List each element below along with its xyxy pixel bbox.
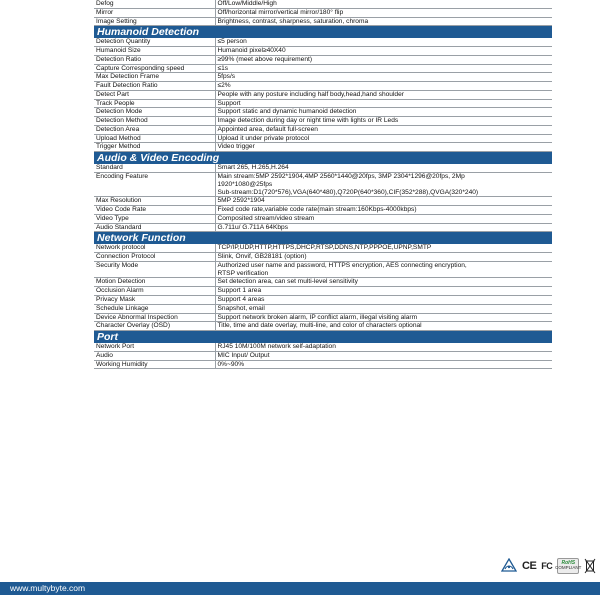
spec-row	[94, 214, 552, 223]
spec-table-body	[94, 0, 552, 369]
spec-key: Encoding Feature	[94, 173, 215, 197]
spec-row	[94, 108, 552, 117]
spec-key: Network protocol	[94, 244, 215, 252]
footer-website: www.multybyte.com	[10, 583, 86, 593]
spec-row	[94, 253, 552, 262]
spec-value: Smart 265, H.265,H.264	[215, 164, 552, 172]
spec-value: TCP/IP,UDP,HTTP,HTTPS,DHCP,RTSP,DDNS,NTP,PPPOE,UPNP,SMTP	[215, 244, 552, 252]
spec-row	[94, 55, 552, 64]
spec-row	[94, 223, 552, 232]
spec-key: Connection Protocol	[94, 253, 215, 262]
spec-value: Slink, Onvif, GB28181 (option)	[215, 253, 552, 262]
spec-value: Support network broken alarm, IP conflict alarm, illegal visiting alarm	[215, 313, 552, 322]
spec-value: Upload it under private protocol	[215, 134, 552, 143]
spec-row	[94, 82, 552, 91]
spec-value: MIC Input/ Output	[215, 351, 552, 360]
section-header-row	[94, 232, 552, 245]
spec-row	[94, 287, 552, 296]
spec-row	[94, 206, 552, 215]
rohs-sub-label: COMPLIANT	[555, 565, 582, 571]
spec-value: People with any posture including half body,head,hand shoulder	[215, 90, 552, 99]
spec-row	[94, 360, 552, 369]
spec-key: Fault Detection Ratio	[94, 82, 215, 91]
section-title: Humanoid Detection	[94, 26, 552, 39]
spec-key: Video Type	[94, 214, 215, 223]
spec-key: Working Humidity	[94, 360, 215, 369]
spec-value: 5MP 2592*1904	[215, 197, 552, 206]
spec-key: Image Setting	[94, 17, 215, 26]
section-title: Network Function	[94, 232, 552, 245]
spec-value: Set detection area, can set multi-level sensitivity	[215, 278, 552, 287]
fcc-mark: FC	[541, 561, 553, 571]
spec-value: Support static and dynamic humanoid detection	[215, 108, 552, 117]
spec-row	[94, 8, 552, 17]
spec-row	[94, 73, 552, 82]
spec-row	[94, 313, 552, 322]
spec-value: Appointed area, default full-screen	[215, 125, 552, 134]
spec-row	[94, 38, 552, 46]
spec-key: Detection Ratio	[94, 55, 215, 64]
spec-row	[94, 134, 552, 143]
spec-key: Video Code Rate	[94, 206, 215, 215]
spec-key: Upload Method	[94, 134, 215, 143]
spec-key: Network Port	[94, 343, 215, 351]
spec-key: Motion Detection	[94, 278, 215, 287]
spec-value: ≥99% (meet above requirement)	[215, 55, 552, 64]
spec-value: Support 4 areas	[215, 295, 552, 304]
quality-mark-icon	[501, 558, 517, 574]
section-header-row	[94, 331, 552, 344]
spec-key: Detection Area	[94, 125, 215, 134]
spec-value: Off/Low/Middle/High	[215, 0, 552, 8]
spec-row	[94, 261, 552, 278]
spec-row	[94, 304, 552, 313]
spec-key: Audio Standard	[94, 223, 215, 232]
spec-key: Detect Part	[94, 90, 215, 99]
footer-bar	[0, 582, 600, 595]
spec-value: Main stream:5MP 2592*1904,4MP 2560*1440@20fps, 3MP 2304*1296@20fps, 2Mp 1920*1080@25fps Sub-stream:D1(720*576),VGA(640*480),Q720P(640*360),CIF(352*288),QVGA(320*240)	[215, 173, 552, 197]
spec-key: Max Resolution	[94, 197, 215, 206]
spec-row	[94, 99, 552, 108]
spec-row	[94, 0, 552, 8]
spec-row	[94, 343, 552, 351]
spec-row	[94, 244, 552, 252]
spec-value: ≤5 person	[215, 38, 552, 46]
spec-key: Defog	[94, 0, 215, 8]
spec-value: Humanoid pixel≥40X40	[215, 47, 552, 56]
spec-row	[94, 197, 552, 206]
spec-key: Track People	[94, 99, 215, 108]
spec-value: Authorized user name and password, HTTPS encryption, AES connecting encryption, RTSP verification	[215, 261, 552, 278]
spec-value: ≤1s	[215, 64, 552, 73]
spec-key: Trigger Method	[94, 143, 215, 152]
spec-value: ≤2%	[215, 82, 552, 91]
spec-key: Device Abnormal Inspection	[94, 313, 215, 322]
spec-key: Privacy Mask	[94, 295, 215, 304]
spec-value: Title, time and date overlay, multi-line, and color of characters optional	[215, 322, 552, 331]
spec-row	[94, 125, 552, 134]
certification-marks	[501, 557, 596, 575]
spec-row	[94, 322, 552, 331]
ce-mark: CE	[522, 560, 537, 572]
spec-key: Occlusion Alarm	[94, 287, 215, 296]
spec-value: Snapshot, email	[215, 304, 552, 313]
spec-key: Detection Mode	[94, 108, 215, 117]
no-recycle-bin-icon	[584, 558, 596, 574]
spec-key: Mirror	[94, 8, 215, 17]
rohs-label: RoHS	[561, 560, 576, 567]
spec-value: Off/horizontal mirror/vertical mirror/180° flip	[215, 8, 552, 17]
section-header-row	[94, 152, 552, 165]
spec-value: Video trigger	[215, 143, 552, 152]
spec-row	[94, 173, 552, 197]
spec-row	[94, 351, 552, 360]
spec-key: Humanoid Size	[94, 47, 215, 56]
spec-row	[94, 164, 552, 172]
spec-row	[94, 117, 552, 126]
spec-value: 0%~90%	[215, 360, 552, 369]
spec-key: Schedule Linkage	[94, 304, 215, 313]
section-title: Port	[94, 331, 552, 344]
spec-key: Max Detection Frame	[94, 73, 215, 82]
spec-row	[94, 295, 552, 304]
spec-row	[94, 64, 552, 73]
spec-row	[94, 143, 552, 152]
spec-table	[94, 0, 552, 369]
rohs-badge	[555, 558, 582, 574]
spec-key: Capture Corresponding speed	[94, 64, 215, 73]
spec-row	[94, 90, 552, 99]
spec-value: Support	[215, 99, 552, 108]
spec-value: Brightness, contrast, sharpness, saturation, chroma	[215, 17, 552, 26]
spec-row	[94, 17, 552, 26]
spec-value: Image detection during day or night time with lights or IR Leds	[215, 117, 552, 126]
spec-key: Detection Method	[94, 117, 215, 126]
spec-value: Composited stream/video stream	[215, 214, 552, 223]
spec-row	[94, 47, 552, 56]
spec-key: Detection Quantity	[94, 38, 215, 46]
spec-value: RJ45 10M/100M network self-adaptation	[215, 343, 552, 351]
spec-key: Character Overlay (OSD)	[94, 322, 215, 331]
spec-value: Support 1 area	[215, 287, 552, 296]
spec-key: Audio	[94, 351, 215, 360]
spec-key: Security Mode	[94, 261, 215, 278]
spec-value: G.711u/ G.711A 64Kbps	[215, 223, 552, 232]
spec-value: 5fps/s	[215, 73, 552, 82]
section-title: Audio & Video Encoding	[94, 152, 552, 165]
spec-value: Fixed code rate,variable code rate(main stream:160Kbps-4000kbps)	[215, 206, 552, 215]
spec-key: Standard	[94, 164, 215, 172]
spec-row	[94, 278, 552, 287]
section-header-row	[94, 26, 552, 39]
